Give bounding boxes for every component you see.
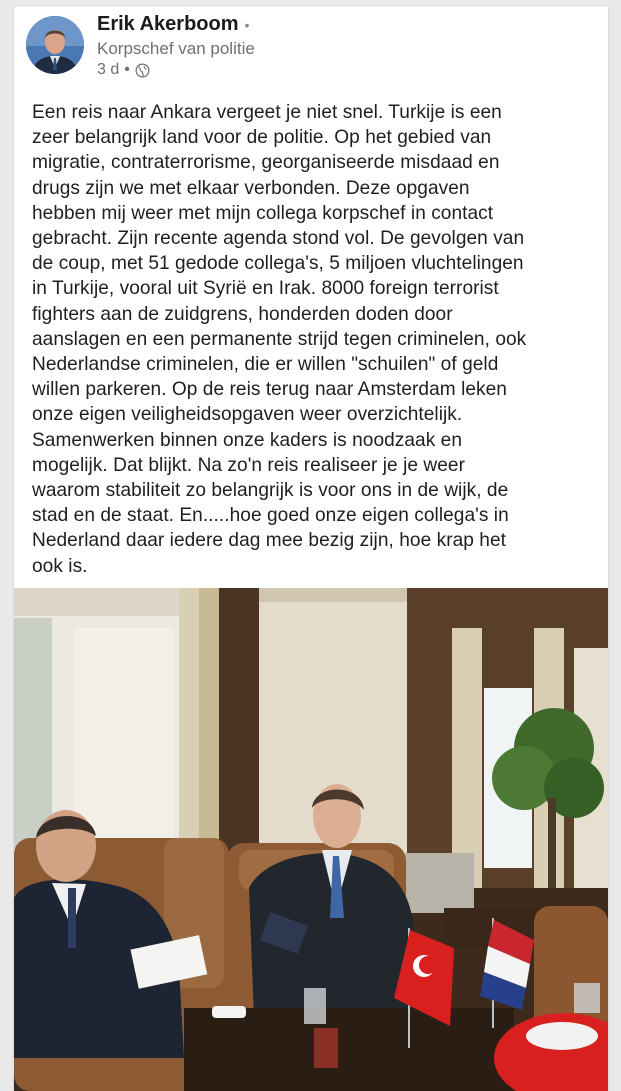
author-name-row — [97, 13, 249, 36]
connection-degree-dot: • — [244, 16, 250, 33]
author-headline: Korpschef van politie — [97, 39, 255, 58]
avatar[interactable] — [26, 16, 84, 74]
avatar-image — [26, 16, 84, 74]
post-text: Een reis naar Ankara vergeet je niet snel. Turkije is een zeer belangrijk land voor de politie. Op het gebied van migratie, contraterrorisme, georganiseerde misdaad en drugs zijn we met elkaar verbonden. Deze opgaven hebben mij weer met mijn collega korpschef in contact gebracht. Zijn recente agenda stond vol. De gevolgen van de coup, met 51 gedode collega's, 5 miljoen vluchtelingen in Turkije, vooral uit Syrië en Irak. 8000 foreign terrorist fighters aan de zuidgrens, honderden doden door aanslagen en een permanente strijd tegen criminelen, ook Nederlandse criminelen, die er willen "schuilen" of geld willen parkeren. Op de reis terug naar Amsterdam leken onze eigen veiligheidsopgaven weer overzichtelijk. Samenwerken binnen onze kaders is noodzaak en mogelijk. Dat blijkt. Na zo'n reis realiseer je je weer waarom stabiliteit zo belangrijk is voor ons in de wijk, de stad en de staat. En.....hoe goed onze eigen collega's in Nederland daar iedere dag mee bezig zijn, hoe krap het ook is. — [32, 102, 527, 577]
meeting-photo — [14, 588, 608, 1091]
globe-icon — [135, 63, 150, 78]
post-meta — [97, 61, 150, 79]
post-photo[interactable] — [14, 588, 608, 1091]
meta-separator: • — [124, 61, 130, 78]
post-card — [13, 7, 609, 1091]
author-name[interactable]: Erik Akerboom — [97, 13, 239, 35]
post-time: 3 d — [97, 61, 120, 78]
